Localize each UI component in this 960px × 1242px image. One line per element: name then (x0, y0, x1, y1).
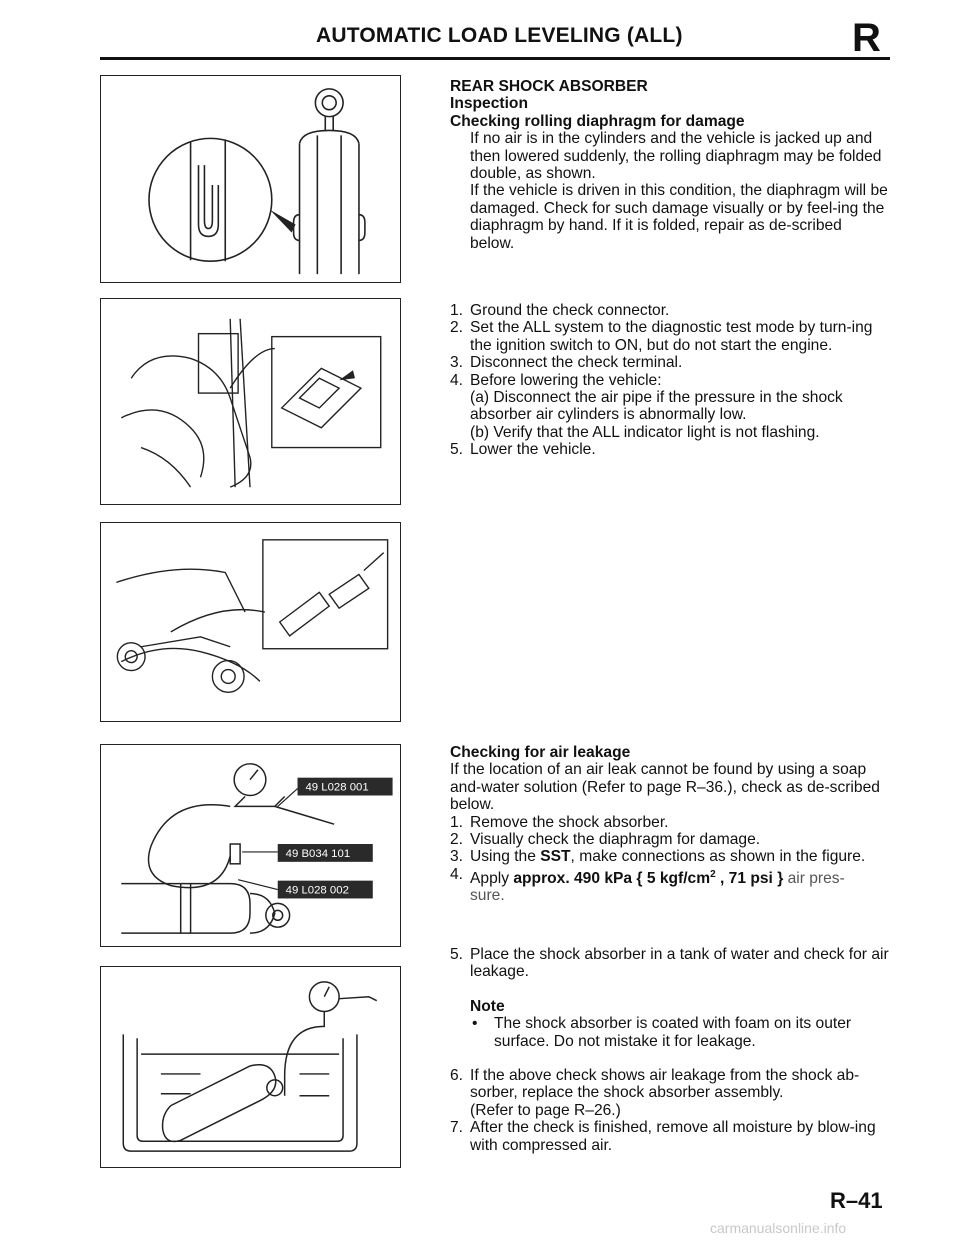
steps-list-1 (450, 302, 890, 459)
svg-text:49 L028 001: 49 L028 001 (305, 781, 369, 794)
section-subheading: Inspection (450, 95, 528, 113)
list-item: 5. Lower the vehicle. (450, 441, 596, 459)
list-item: 2. Visually check the diaphragm for damage. (450, 831, 761, 849)
paragraph: If the vehicle is driven in this condition, the diaphragm will be damaged. Check for such damage visually or by feel-ing the diaphragm by hand. If it is folded, repair as de-scribed below. (470, 182, 888, 252)
note-bullet: • The shock absorber is coated with foam on its outer surface. Do not mistake it for leakage. (472, 1015, 852, 1050)
section-letter: R (852, 16, 881, 60)
check-connector-illustration (101, 299, 400, 504)
watermark: carmanualsonline.info (710, 1220, 847, 1236)
list-item: 1. Remove the shock absorber. (450, 813, 669, 831)
section-air-leakage (450, 744, 890, 905)
figure-sst-connection (100, 744, 401, 947)
list-item: 1. Ground the check connector. (450, 302, 670, 319)
sub-item: (b) Verify that the ALL indicator light is not flashing. (470, 423, 820, 441)
section-rolling-diaphragm (450, 78, 890, 252)
figure-water-tank (100, 966, 401, 1168)
page-number: R–41 (830, 1188, 883, 1213)
section-heading: REAR SHOCK ABSORBER (450, 78, 648, 95)
list-item: 5. Place the shock absorber in a tank of water and check for air leakage. (450, 946, 889, 981)
svg-text:49 L028 002: 49 L028 002 (285, 884, 349, 897)
paragraph: If the location of an air leak cannot be found by using a soap and-water solution (Refer to page R–36.), check as de-scribed below. (450, 761, 880, 814)
figure-air-pipe (100, 522, 401, 722)
tool-label-3 (278, 881, 373, 899)
note-heading: Note (470, 997, 505, 1015)
list-item: 3. Disconnect the check terminal. (450, 354, 683, 372)
rolling-diaphragm-illustration (101, 76, 400, 282)
figure-check-connector (100, 298, 401, 505)
page-title: AUTOMATIC LOAD LEVELING (ALL) (316, 24, 683, 47)
tool-label-1 (298, 778, 393, 796)
list-item: 4. Before lowering the vehicle: (450, 371, 662, 389)
list-item: 6. If the above check shows air leakage from the shock ab-sorber, replace the shock absorber assembly. (Refer to page R–26.) (450, 1067, 860, 1119)
topic-heading: Checking rolling diaphragm for damage (450, 112, 745, 130)
paragraph: If no air is in the cylinders and the vehicle is jacked up and then lowered suddenly, the rolling diaphragm may be folded double, as shown. (470, 130, 882, 183)
header-rule (100, 57, 890, 60)
list-item: 2. Set the ALL system to the diagnostic test mode by turn-ing the ignition switch to ON, but do not start the engine. (450, 319, 873, 354)
figure-rolling-diaphragm (100, 75, 401, 283)
sst-connection-illustration (101, 745, 400, 946)
water-tank-illustration (101, 967, 400, 1167)
steps-list-2 (450, 946, 890, 1154)
air-pipe-illustration (101, 523, 400, 721)
list-item: 3. Using the SST, make connections as shown in the figure. (450, 848, 866, 866)
sub-item: (a) Disconnect the air pipe if the pressure in the shock absorber air cylinders is abnormally low. (470, 389, 843, 424)
section-heading: Checking for air leakage (450, 744, 631, 761)
list-item: 7. After the check is finished, remove all moisture by blow-ing with compressed air. (450, 1119, 876, 1154)
svg-text:49 B034 101: 49 B034 101 (285, 847, 351, 860)
list-item: 4. Apply approx. 490 kPa { 5 kgf/$cm^2$ , 71 psi } air pres- sure. (450, 865, 845, 905)
tool-label-2 (278, 844, 373, 862)
